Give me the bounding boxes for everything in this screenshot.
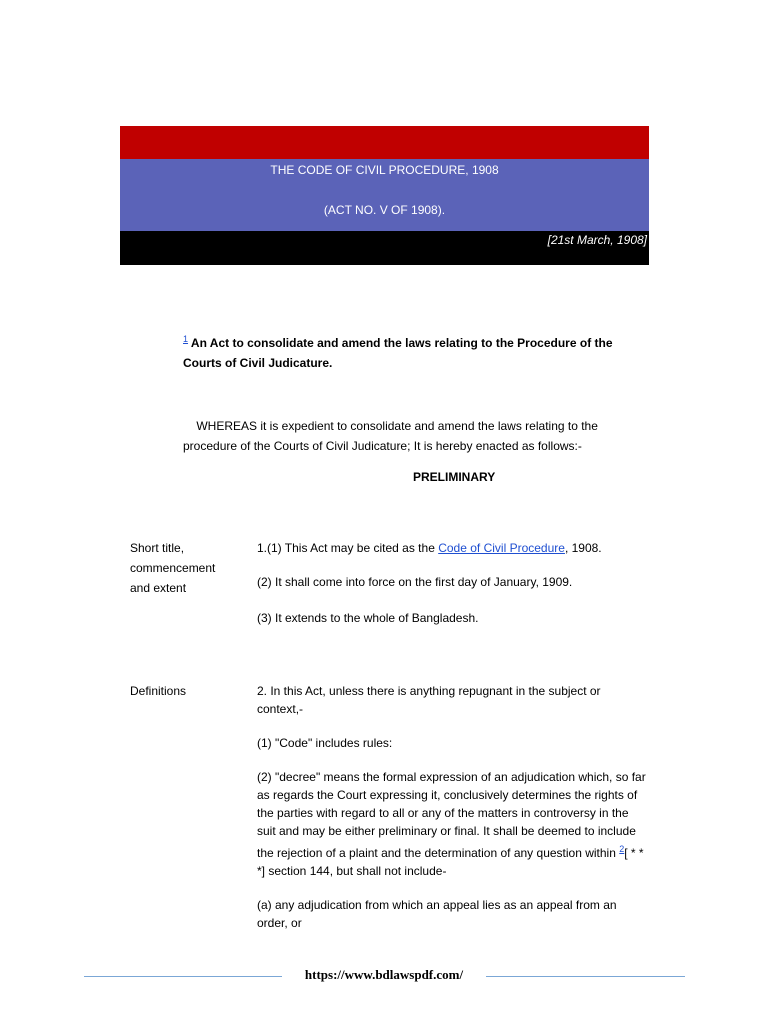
section-2-para-3: [257, 768, 647, 880]
chapter-heading: PRELIMINARY: [413, 470, 496, 484]
title-banner: [120, 126, 649, 265]
long-title-text: An Act to consolidate and amend the laws relating to the Procedure of the Courts of Civil Judicature.: [183, 336, 613, 370]
footnote-ref-1[interactable]: [183, 334, 188, 345]
section-1: [257, 539, 647, 627]
document-title: THE CODE OF CIVIL PROCEDURE, 1908: [270, 163, 499, 177]
banner-blue-band: [120, 159, 649, 231]
decree-definition-suffix: [ * * *] section 144, but shall not include-: [257, 846, 644, 878]
banner-red-band: [120, 126, 649, 159]
section-2-para-1: 2. In this Act, unless there is anything repugnant in the subject or context,-: [257, 684, 601, 716]
section-1-para-1-text: 1.(1) This Act may be cited as the: [257, 541, 439, 555]
code-of-civil-procedure-link[interactable]: Code of Civil Procedure: [438, 541, 565, 555]
section-1-para-1-suffix: , 1908.: [564, 541, 602, 555]
preamble-text: WHEREAS it is expedient to consolidate and amend the laws relating to the procedure of the Courts of Civil Judicature; It is hereby enacted as follows:-: [183, 419, 598, 453]
banner-black-band: [120, 231, 649, 265]
footnote-link-2[interactable]: 2: [619, 844, 625, 854]
section-2-para-2: (1) "Code" includes rules:: [257, 736, 393, 750]
section-1-para-3: (3) It extends to the whole of Bangladesh.: [257, 611, 479, 625]
enactment-date: [21st March, 1908]: [547, 233, 647, 247]
footer-url[interactable]: https://www.bdlawspdf.com/: [304, 967, 464, 982]
act-number: (ACT NO. V OF 1908).: [323, 203, 446, 217]
marginal-note-section-2: Definitions: [130, 684, 187, 698]
decree-definition-text: (2) "decree" means the formal expression of an adjudication which, so far as regards the Court expressing it, conclusively determines the rights of the parties with regard to all or any of the matters in controversy in the suit and may be either preliminary or final. It shall be deemed to include the rejection of a plaint and the determination of any question within: [257, 770, 646, 860]
section-1-para-1: [257, 539, 647, 557]
footnote-link-1[interactable]: 1: [183, 334, 189, 344]
section-2-para-4: (a) any adjudication from which an appeal lies as an appeal from an order, or: [257, 898, 617, 930]
marginal-note-section-1: Short title, commencement and extent: [130, 541, 216, 595]
preamble: [183, 416, 643, 456]
section-1-para-2: (2) It shall come into force on the first day of January, 1909.: [257, 575, 573, 589]
section-2: [257, 682, 647, 932]
footer-rule-right: [486, 976, 685, 977]
footer-rule-left: [84, 976, 282, 977]
long-title: [183, 329, 643, 373]
